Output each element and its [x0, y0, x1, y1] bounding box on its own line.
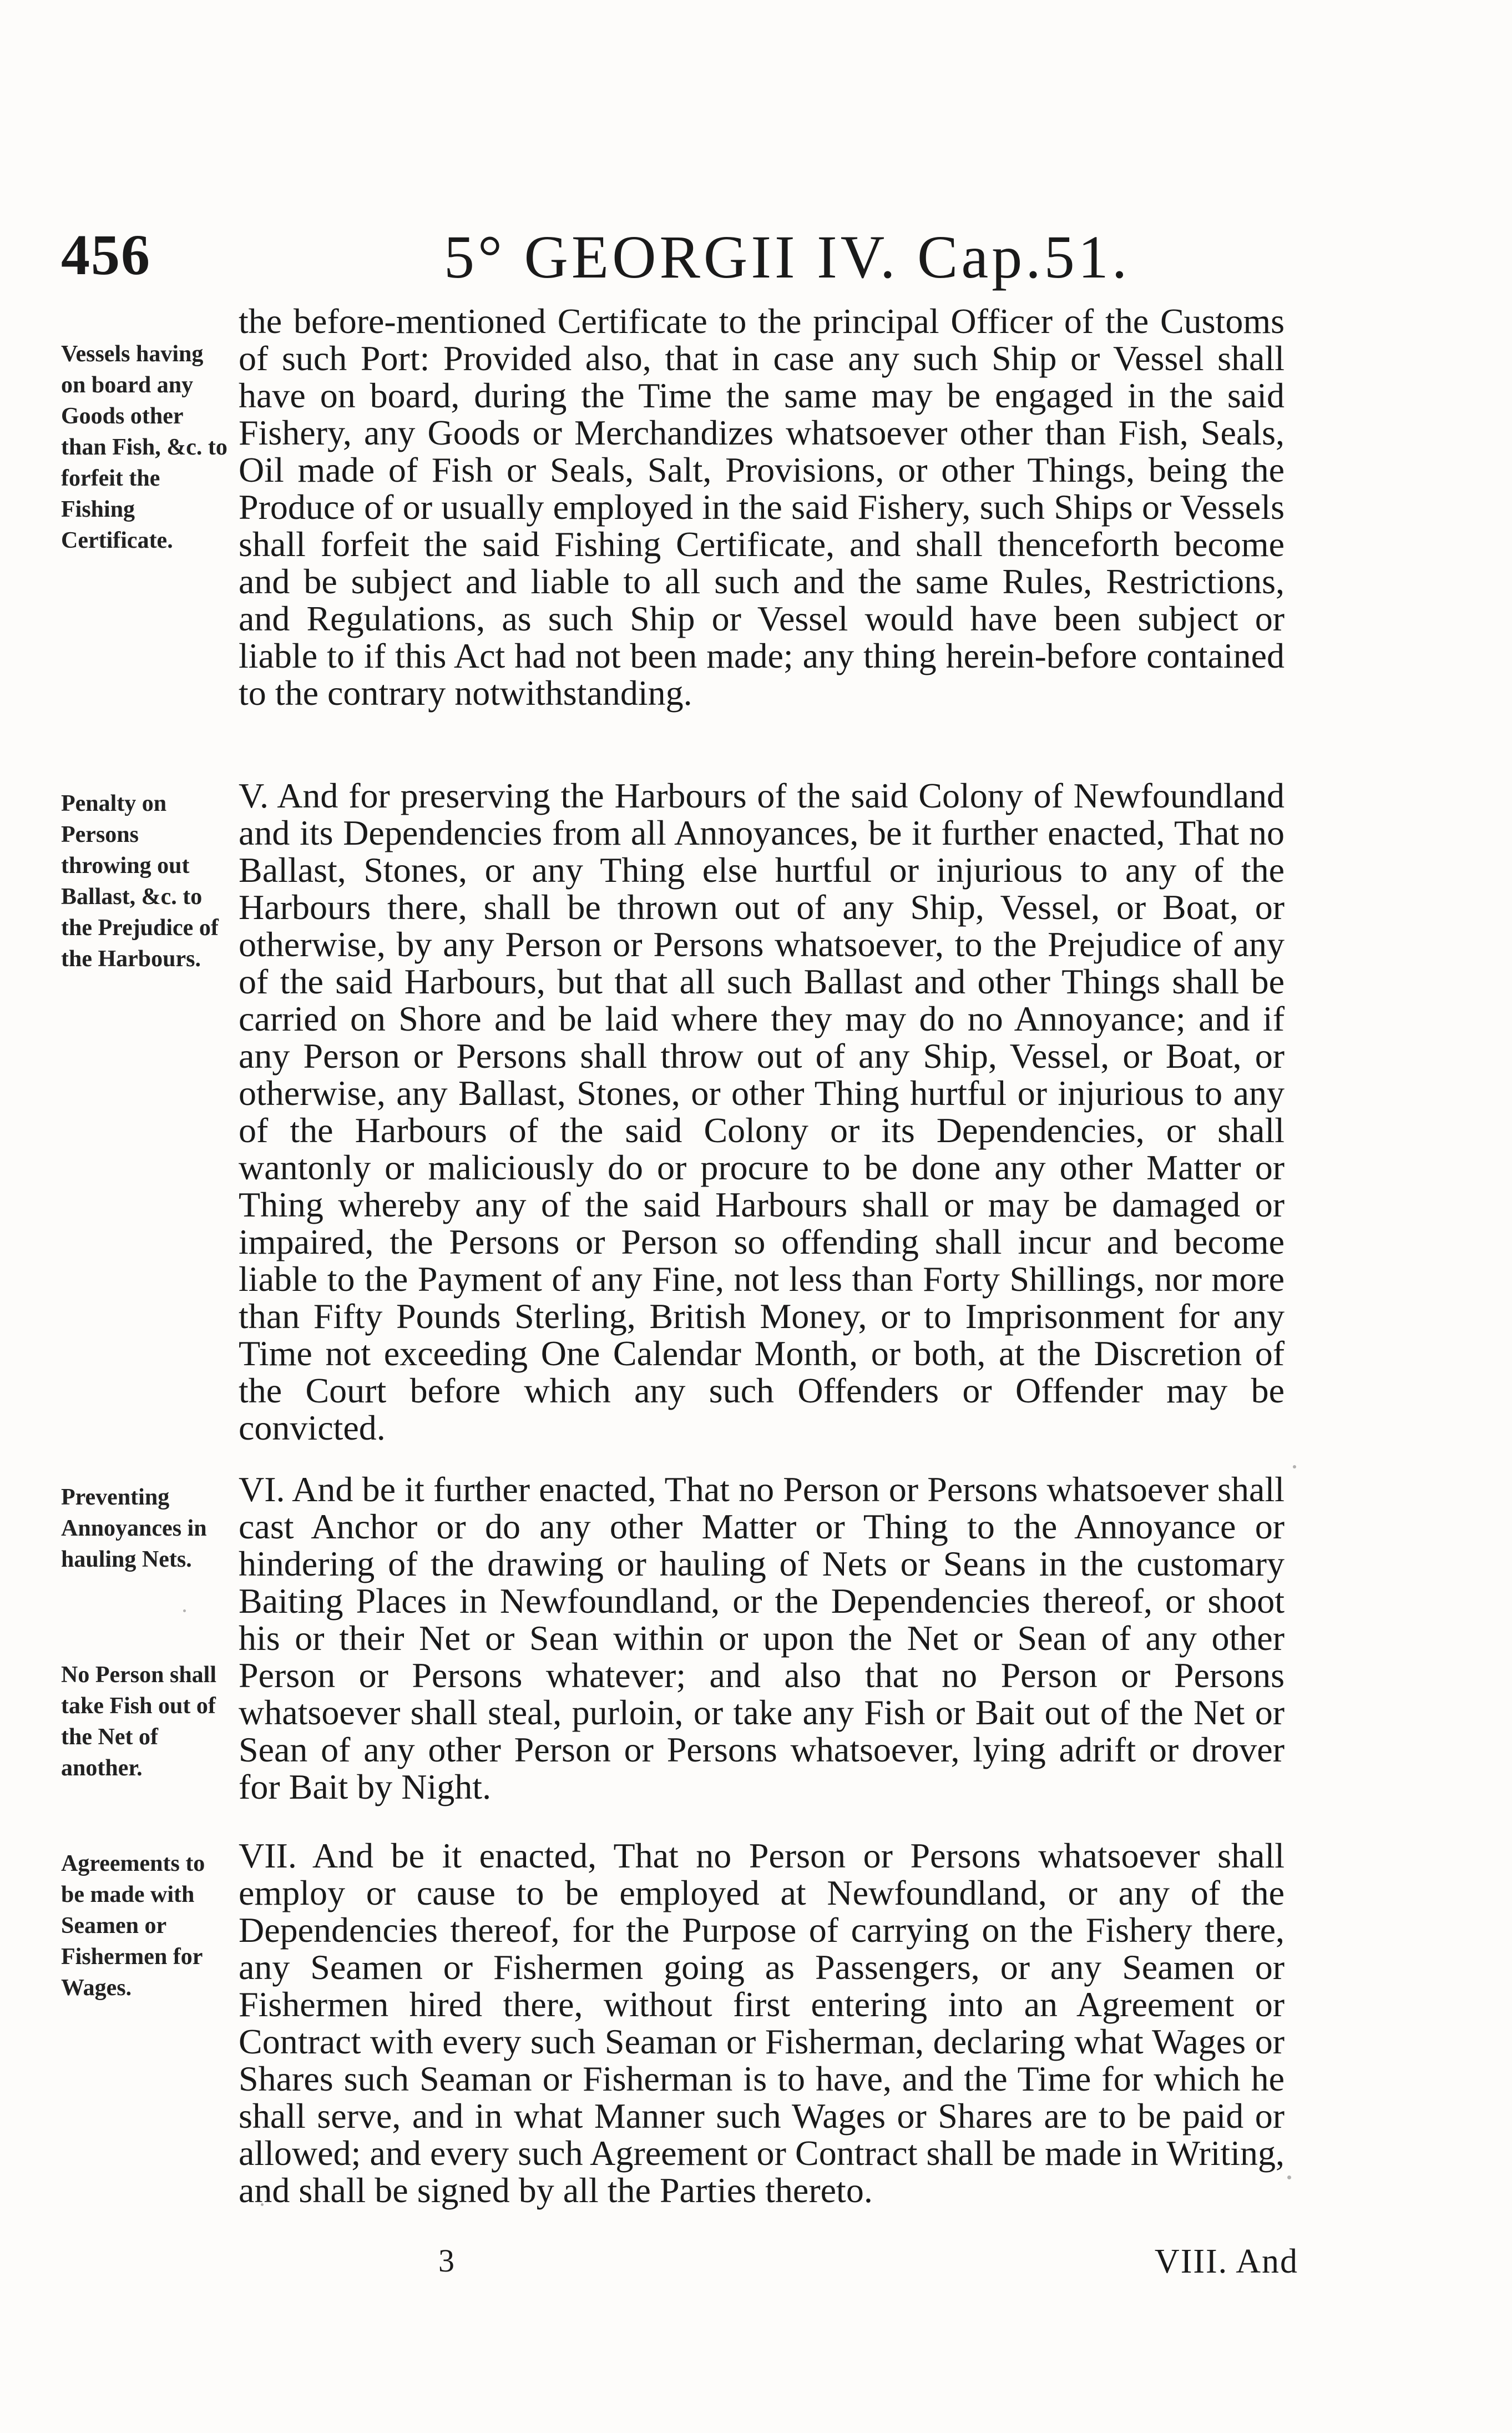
margin-note: No Person shall take Fish out of the Net of another.	[61, 1662, 217, 1781]
margin-note: Agreements to be made with Seamen or Fishermen for Wages.	[61, 1851, 205, 2001]
margin-note: Penalty on Persons throwing out Ballast, &c. to the Prejudice of the Harbours.	[61, 791, 219, 972]
scan-speck	[1293, 1465, 1296, 1468]
running-head: 5° GEORGII IV. Cap.51.	[444, 223, 1131, 291]
margin-note: Vessels having on board any Goods other than Fish, &c. to forfeit the Fishing Certificate.	[61, 341, 227, 553]
margin-note: Preventing Annoyances in hauling Nets.	[61, 1485, 207, 1572]
catchword: VIII. And	[1154, 2243, 1298, 2280]
signature-mark: 3	[438, 2243, 454, 2279]
page-footer	[61, 2242, 1298, 2286]
paragraph-text: the before-mentioned Certificate to the principal Officer of the Customs of such Port: Provided also, that in case any such Ship or Vessel shall have on board, during the Time the same may be engaged in the said Fishery, any Goods or Merchandizes whatsoever other than Fish, Seals, Oil made of Fish or Seals, Salt, Provisions, or other Things, being the Produce of or usually employed in the said Fishery, such Ships or Vessels shall forfeit the said Fishing Certificate, and shall thenceforth become and be subject and liable to all such and the same Rules, Restrictions, and Regulations, as such Ship or Vessel would have been subject or liable to if this Act had not been made; any thing herein-before contained to the contrary notwithstanding.	[239, 301, 1285, 713]
paragraph-text: V. And for preserving the Harbours of the said Colony of Newfoundland and its Dependencies from all Annoyances, be it further enacted, That no Ballast, Stones, or any Thing else hurtful or injurious to any of the Harbours there, shall be thrown out of any Ship, Vessel, or Boat, or otherwise, by any Person or Persons whatsoever, to the Prejudice of any of the said Harbours, but that all such Ballast and other Things shall be carried on Shore and be laid where they may do no Annoyance; and if any Person or Persons shall throw out of any Ship, Vessel, or Boat, or otherwise, any Ballast, Stones, or other Thing hurtful or injurious to any of the Harbours of the said Colony or its Dependencies, or shall wantonly or maliciously do or procure to be done any other Matter or Thing whereby any of the said Harbours shall or may be damaged or impaired, the Persons or Person so offending shall incur and become liable to the Payment of any Fine, not less than Forty Shillings, nor more than Fifty Pounds Sterling, British Money, or to Imprisonment for any Time not exceeding One Calendar Month, or both, at the Discretion of the Court before which any such Offenders or Offender may be convicted.	[239, 776, 1285, 1447]
paragraph-text: VI. And be it further enacted, That no Person or Persons whatsoever shall cast Anchor or do any other Matter or Thing to the Annoyance or hindering of the drawing or hauling of Nets or Seans in the customary Baiting Places in Newfoundland, or the Dependencies thereof, or shoot his or their Net or Sean within or upon the Net or Sean of any other Person or Persons whatever; and also that no Person or Persons whatsoever shall steal, purloin, or take any Fish or Bait out of the Net or Sean of any other Person or Persons whatsoever, lying adrift or drover for Bait by Night.	[239, 1470, 1285, 1806]
paragraph-text: VII. And be it enacted, That no Person or Persons whatsoever shall employ or cause to be employed at Newfoundland, or any of the Dependencies thereof, for the Purpose of carrying on the Fishery there, any Seamen or Fishermen going as Passengers, or any Seamen or Fishermen hired there, without first entering into an Agreement or Contract with every such Seaman or Fisherman, declaring what Wages or Shares such Seaman or Fisherman is to have, and the Time for which he shall serve, and in what Manner such Wages or Shares are to be paid or allowed; and every such Agreement or Contract shall be made in Writing, and shall be signed by all the Parties thereto.	[239, 1836, 1285, 2210]
scan-speck	[183, 1609, 186, 1612]
page-number: 456	[61, 223, 151, 287]
page-header	[61, 222, 1309, 300]
scan-speck	[261, 2203, 264, 2206]
scan-speck	[1287, 2175, 1291, 2179]
